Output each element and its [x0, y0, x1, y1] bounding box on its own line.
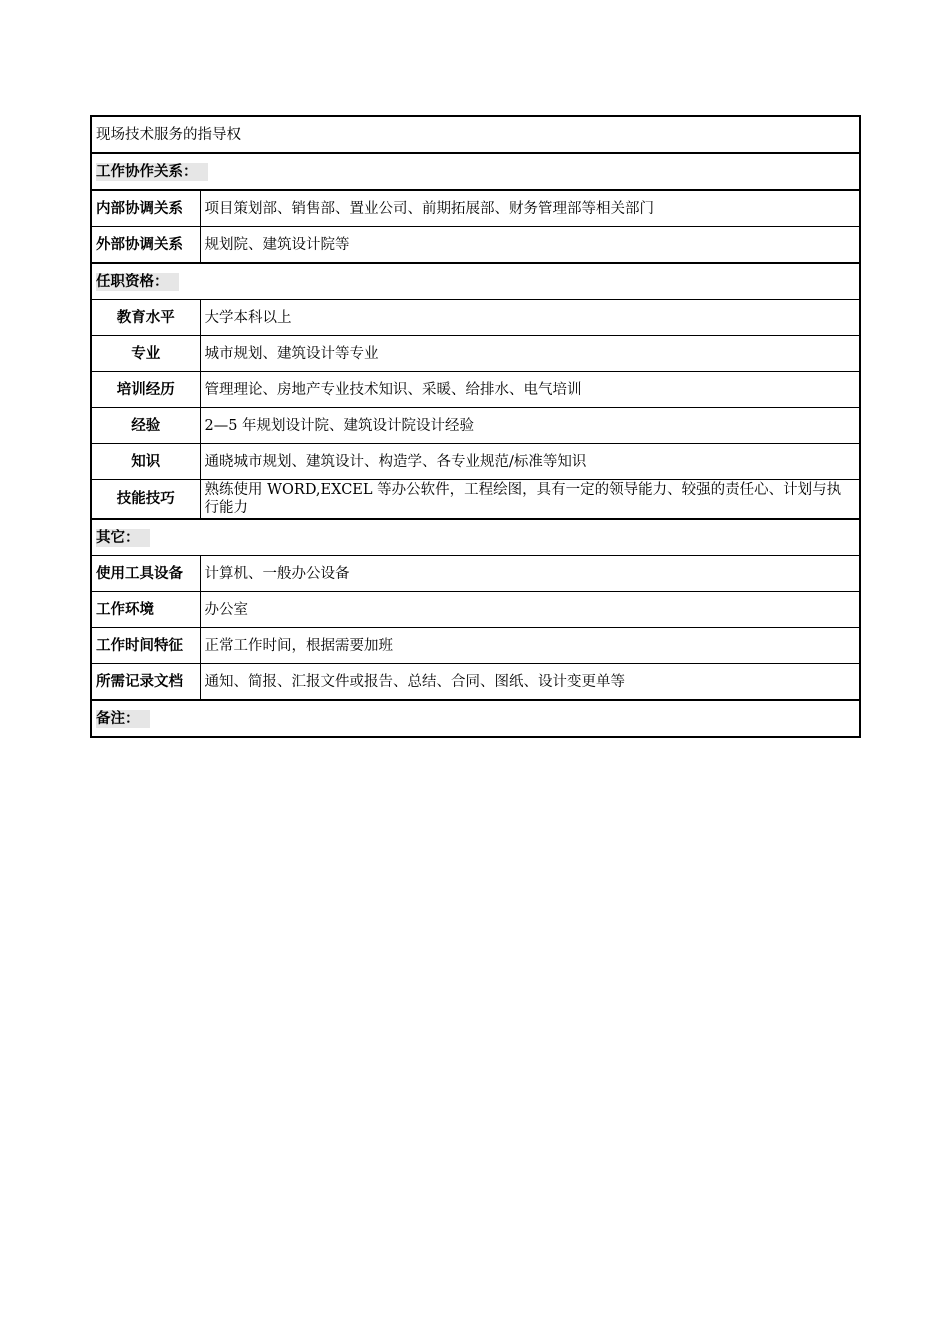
table-row [91, 190, 860, 227]
collab-section-header [91, 153, 860, 190]
training-value: 管理理论、房地产专业技术知识、采暖、给排水、电气培训 [200, 372, 860, 408]
experience-label: 经验 [91, 408, 200, 444]
work-hours-value: 正常工作时间，根据需要加班 [200, 628, 860, 664]
external-coordination-label: 外部协调关系 [91, 227, 200, 264]
work-hours-label: 工作时间特征 [91, 628, 200, 664]
table-row [91, 444, 860, 480]
table-row [91, 336, 860, 372]
environment-value: 办公室 [200, 592, 860, 628]
collab-heading-text: 工作协作关系： [96, 163, 208, 181]
skills-label: 技能技巧 [91, 480, 200, 520]
skills-value: 熟练使用 WORD,EXCEL 等办公软件，工程绘图，具有一定的领导能力、较强的责任心、计划与执行能力 [200, 480, 860, 520]
authority-text: 现场技术服务的指导权 [91, 116, 860, 153]
other-heading [91, 519, 860, 556]
internal-coordination-value: 项目策划部、销售部、置业公司、前期拓展部、财务管理部等相关部门 [200, 190, 860, 227]
training-label: 培训经历 [91, 372, 200, 408]
job-description-sheet [90, 115, 859, 738]
qualifications-heading [91, 263, 860, 300]
major-label: 专业 [91, 336, 200, 372]
table-row [91, 300, 860, 336]
qualifications-heading-text: 任职资格： [96, 273, 179, 291]
remarks-section-header [91, 700, 860, 737]
qualifications-section-header [91, 263, 860, 300]
major-value: 城市规划、建筑设计等专业 [200, 336, 860, 372]
table-row [91, 408, 860, 444]
table-row [91, 556, 860, 592]
table-row [91, 592, 860, 628]
education-label: 教育水平 [91, 300, 200, 336]
authority-row [91, 116, 860, 153]
collab-heading [91, 153, 860, 190]
other-section-header [91, 519, 860, 556]
experience-value: 2—5 年规划设计院、建筑设计院设计经验 [200, 408, 860, 444]
tools-value: 计算机、一般办公设备 [200, 556, 860, 592]
table-row [91, 372, 860, 408]
table-row [91, 664, 860, 701]
external-coordination-value: 规划院、建筑设计院等 [200, 227, 860, 264]
table-row [91, 480, 860, 520]
education-value: 大学本科以上 [200, 300, 860, 336]
remarks-heading [91, 700, 860, 737]
remarks-heading-text: 备注： [96, 710, 150, 728]
internal-coordination-label: 内部协调关系 [91, 190, 200, 227]
table-row [91, 628, 860, 664]
knowledge-label: 知识 [91, 444, 200, 480]
job-description-table [90, 115, 861, 738]
other-heading-text: 其它： [96, 529, 150, 547]
table-row [91, 227, 860, 264]
knowledge-value: 通晓城市规划、建筑设计、构造学、各专业规范/标准等知识 [200, 444, 860, 480]
environment-label: 工作环境 [91, 592, 200, 628]
tools-label: 使用工具设备 [91, 556, 200, 592]
documents-label: 所需记录文档 [91, 664, 200, 701]
documents-value: 通知、简报、汇报文件或报告、总结、合同、图纸、设计变更单等 [200, 664, 860, 701]
